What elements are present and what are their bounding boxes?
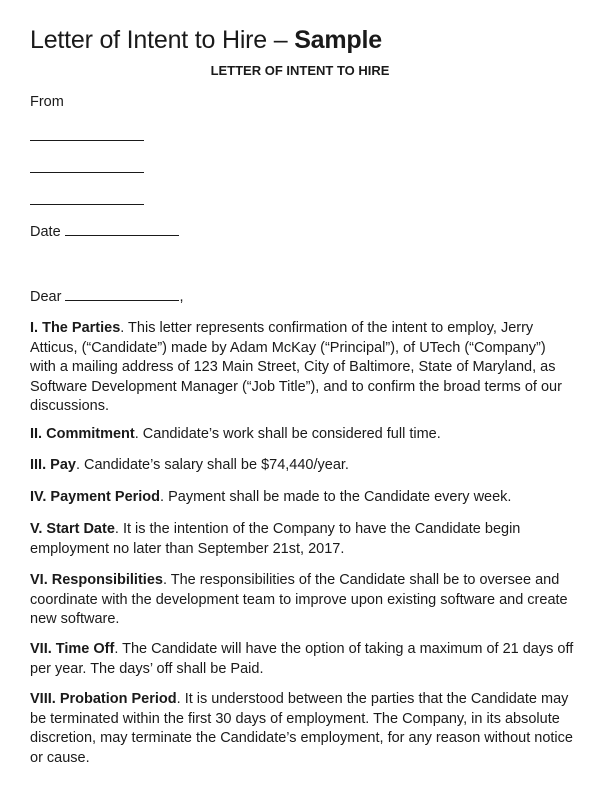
section-body: . Candidate’s work shall be considered full time. (134, 426, 441, 442)
dear-label: Dear (30, 289, 62, 305)
from-label: From (30, 94, 64, 110)
date-line (30, 221, 179, 242)
section-payment-period (30, 488, 575, 508)
section-heading: III. Pay (30, 457, 76, 473)
title-regular: Letter of Intent to Hire – (30, 26, 288, 54)
section-probation-period (30, 690, 575, 768)
from-blank-line-3 (30, 190, 144, 211)
dear-suffix: , (179, 289, 184, 305)
section-commitment (30, 425, 575, 445)
section-pay (30, 456, 575, 476)
from-blank-line-2 (30, 158, 144, 179)
section-body: . This letter represents confirmation of the intent to employ, Jerry Atticus, (“Candidate”) made by Adam McKay (“Principal”), of UTech (“Company”) with a mailing address of 123 Main Street, City of Baltimore, State of Maryland, as Software Development Manager (“Job Title”), and to confirm the broad terms of our discussions. (30, 320, 562, 414)
section-heading: I. The Parties (30, 320, 121, 336)
letter-heading: LETTER OF INTENT TO HIRE (210, 63, 390, 78)
document-title (30, 24, 382, 56)
section-heading: VII. Time Off (30, 641, 115, 657)
section-body: . It is understood between the parties that the Candidate may be terminated within the first 30 days of employment. The Company, in its absolute discretion, may terminate the Candidate’s employment, for any reason without notice or cause. (30, 691, 573, 766)
section-heading: VIII. Probation Period (30, 691, 177, 707)
section-heading: II. Commitment (30, 426, 135, 442)
blank-line (30, 190, 144, 205)
section-body: . The Candidate will have the option of taking a maximum of 21 days off per year. The days’ off shall be Paid. (30, 641, 574, 677)
section-start-date (30, 520, 575, 559)
blank-line (30, 126, 144, 141)
section-heading: VI. Responsibilities (30, 572, 163, 588)
from-blank-line-1 (30, 126, 144, 147)
blank-line (30, 158, 144, 173)
date-blank (65, 221, 179, 236)
date-label: Date (30, 224, 61, 240)
section-responsibilities (30, 571, 575, 630)
section-body: . The responsibilities of the Candidate shall be to oversee and coordinate with the development team to improve upon existing software and create new software. (30, 572, 568, 627)
dear-blank (65, 286, 179, 301)
section-body: . Candidate’s salary shall be $74,440/year. (75, 457, 349, 473)
section-parties (30, 319, 575, 417)
section-heading: V. Start Date (30, 521, 115, 537)
section-body: . Payment shall be made to the Candidate every week. (160, 489, 512, 505)
salutation-line (30, 286, 184, 307)
section-body: . It is the intention of the Company to have the Candidate begin employment no later than September 21st, 2017. (30, 521, 521, 557)
section-heading: IV. Payment Period (30, 489, 161, 505)
section-time-off (30, 640, 575, 679)
title-bold: Sample (294, 26, 382, 54)
